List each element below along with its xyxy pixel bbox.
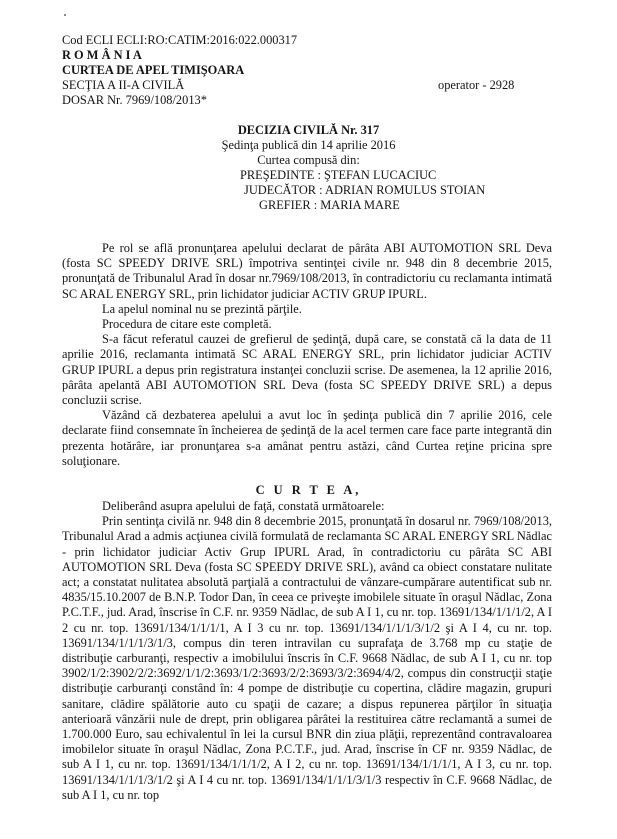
deliberation-body [62,499,552,803]
paragraph: Văzând că dezbaterea apelului a avut loc în şedinţa publică din 7 aprilie 2016, cele declarate fiind consemnate în încheierea de şedinţă de la acel termen care face parte integrantă din prezenta hotărâre, iar pronunţarea s-a amânat pentru astăzi, când Curtea reţine pricina spre soluţionare. [62,408,552,468]
decision-title: DECIZIA CIVILĂ Nr. 317 [237,123,380,137]
scan-speck [64,14,66,16]
session-date: Şedinţa publică din 14 aprilie 2016 [221,138,396,152]
court-composition-label: Curtea compusă din: [257,153,360,167]
paragraph: S-a făcut referatul cauzei de grefierul de şedinţă, după care, se constată că la data de 11 aprilie 2016, reclamanta intimată SC ARAL ENERGY SRL, prin lichidator judiciar ACTIV GRUP IPURL a depus prin registratura instanţei concluzii scrise. De asemenea, la 12 aprilie 2016, pârâta apelantă ABI AUTOMOTION SRL Deva (fosta SC SPEEDY DRIVE SRL) a depus concluzii scrise. [62,332,552,408]
court-heading: C U R T E A, [255,483,362,497]
court-name: CURTEA DE APEL TIMIŞOARA [62,63,245,77]
judge-line: JUDECĂTOR : ADRIAN ROMULUS STOIAN [244,183,486,197]
procedural-intro [62,241,552,469]
paragraph: Prin sentinţa civilă nr. 948 din 8 decembrie 2015, pronunţată în dosarul nr. 7969/108/2013, Tribunalul Arad a admis acţiunea civilă formulată de reclamanta SC ARAL ENERGY SRL Nădlac - prin lichidator judiciar Activ Grup IPURL Arad, în contradictoriu cu pârâta SC ABI AUTOMOTION SRL Deva (fosta SC SPEEDY DRIVE SRL), având ca obiect constatare nulitate act; a constatat nulitatea absolută parţială a contractului de vânzare-cumpărare autentificat sub nr. 4835/15.10.2007 de B.N.P. Todor Dan, în ceea ce priveşte imobilele situate în oraşul Nădlac, Zona P.C.T.F., jud. Arad, înscrise în C.F. nr. 9359 Nădlac, de sub A I 1, cu nr. top. 13691/134/1/1/1/2, A I 2 cu nr. top. 13691/134/1/1/1/1, A I 3 cu nr. top. 13691/134/1/1/1/3/1/2 şi A I 4, cu nr. top. 13691/134/1/1/1/3/1/3, compus din teren intravilan cu suprafaţa de 3.768 mp cu staţie de distribuţie carburanţi, respectiv a imobilului înscris în C.F. 9668 Nădlac, de sub A I 1, cu nr. top 3902/1/2:3902/2/2:3692/1/1/2:3693/1/2:3693/2/2:3693/3/2:3694/4/2, compus din construcţii staţie distribuţie carburanţi constând în: 4 pompe de distribuţie cu copertina, clădire magazin, grupuri sanitare, clădire spălătorie auto cu spaţii de cazare; a dispus repunerea părţilor în situaţia anterioară vânzării nule de drept, prin obligarea pârâtei la restituirea către reclamantă a sumei de 1.700.000 Euro, sau echivalentul în lei la cursul BNR din ziua plăţii, reprezentând contravaloarea imobilelor situate în oraşul Nădlac, Zona P.C.T.F., jud. Arad, înscrise în CF nr. 9359 Nădlac, de sub A I 1, cu nr. top. 13691/134/1/1/1/2, A I 2, cu nr. top. 13691/134/1/1/1/1, A I 3, cu nr. top. 13691/134/1/1/1/3/1/2 şi A I 4 cu nr. top. 13691/134/1/1/1/3/1/3 respectiv în C.F. 9668 Nădlac, de sub A I 1, cu nr. top [62,514,552,802]
paragraph: Pe rol se află pronunţarea apelului declarat de pârâta ABI AUTOMOTION SRL Deva (fosta SC SPEEDY DRIVE SRL) împotriva sentinţei civile nr. 948 din 8 decembrie 2015, pronunţată de Tribunalul Arad în dosar nr.7969/108/2013, în contradictoriu cu reclamanta intimată SC ARAL ENERGY SRL, prin lichidator judiciar ACTIV GRUP IPURL. [62,241,552,301]
paragraph: La apelul nominal nu se prezintă părţile. [102,301,302,316]
president-line: PREŞEDINTE : ŞTEFAN LUCACIUC [240,168,437,182]
paragraph: Deliberând asupra apelului de faţă, constată următoarele: [102,499,385,513]
country-name: R O M Â N I A [62,48,142,62]
clerk-line: GREFIER : MARIA MARE [259,198,400,212]
court-section: SECŢIA A II-A CIVILĂ [62,78,185,92]
court-panel [240,168,485,213]
paragraph: Procedura de citare este completă. [102,317,272,332]
ecli-code: Cod ECLI ECLI:RO:CATIM:2016:022.000317 [62,33,298,47]
operator-id: operator - 2928 [438,78,515,92]
file-number: DOSAR Nr. 7969/108/2013* [62,93,207,107]
document-header [62,33,297,108]
